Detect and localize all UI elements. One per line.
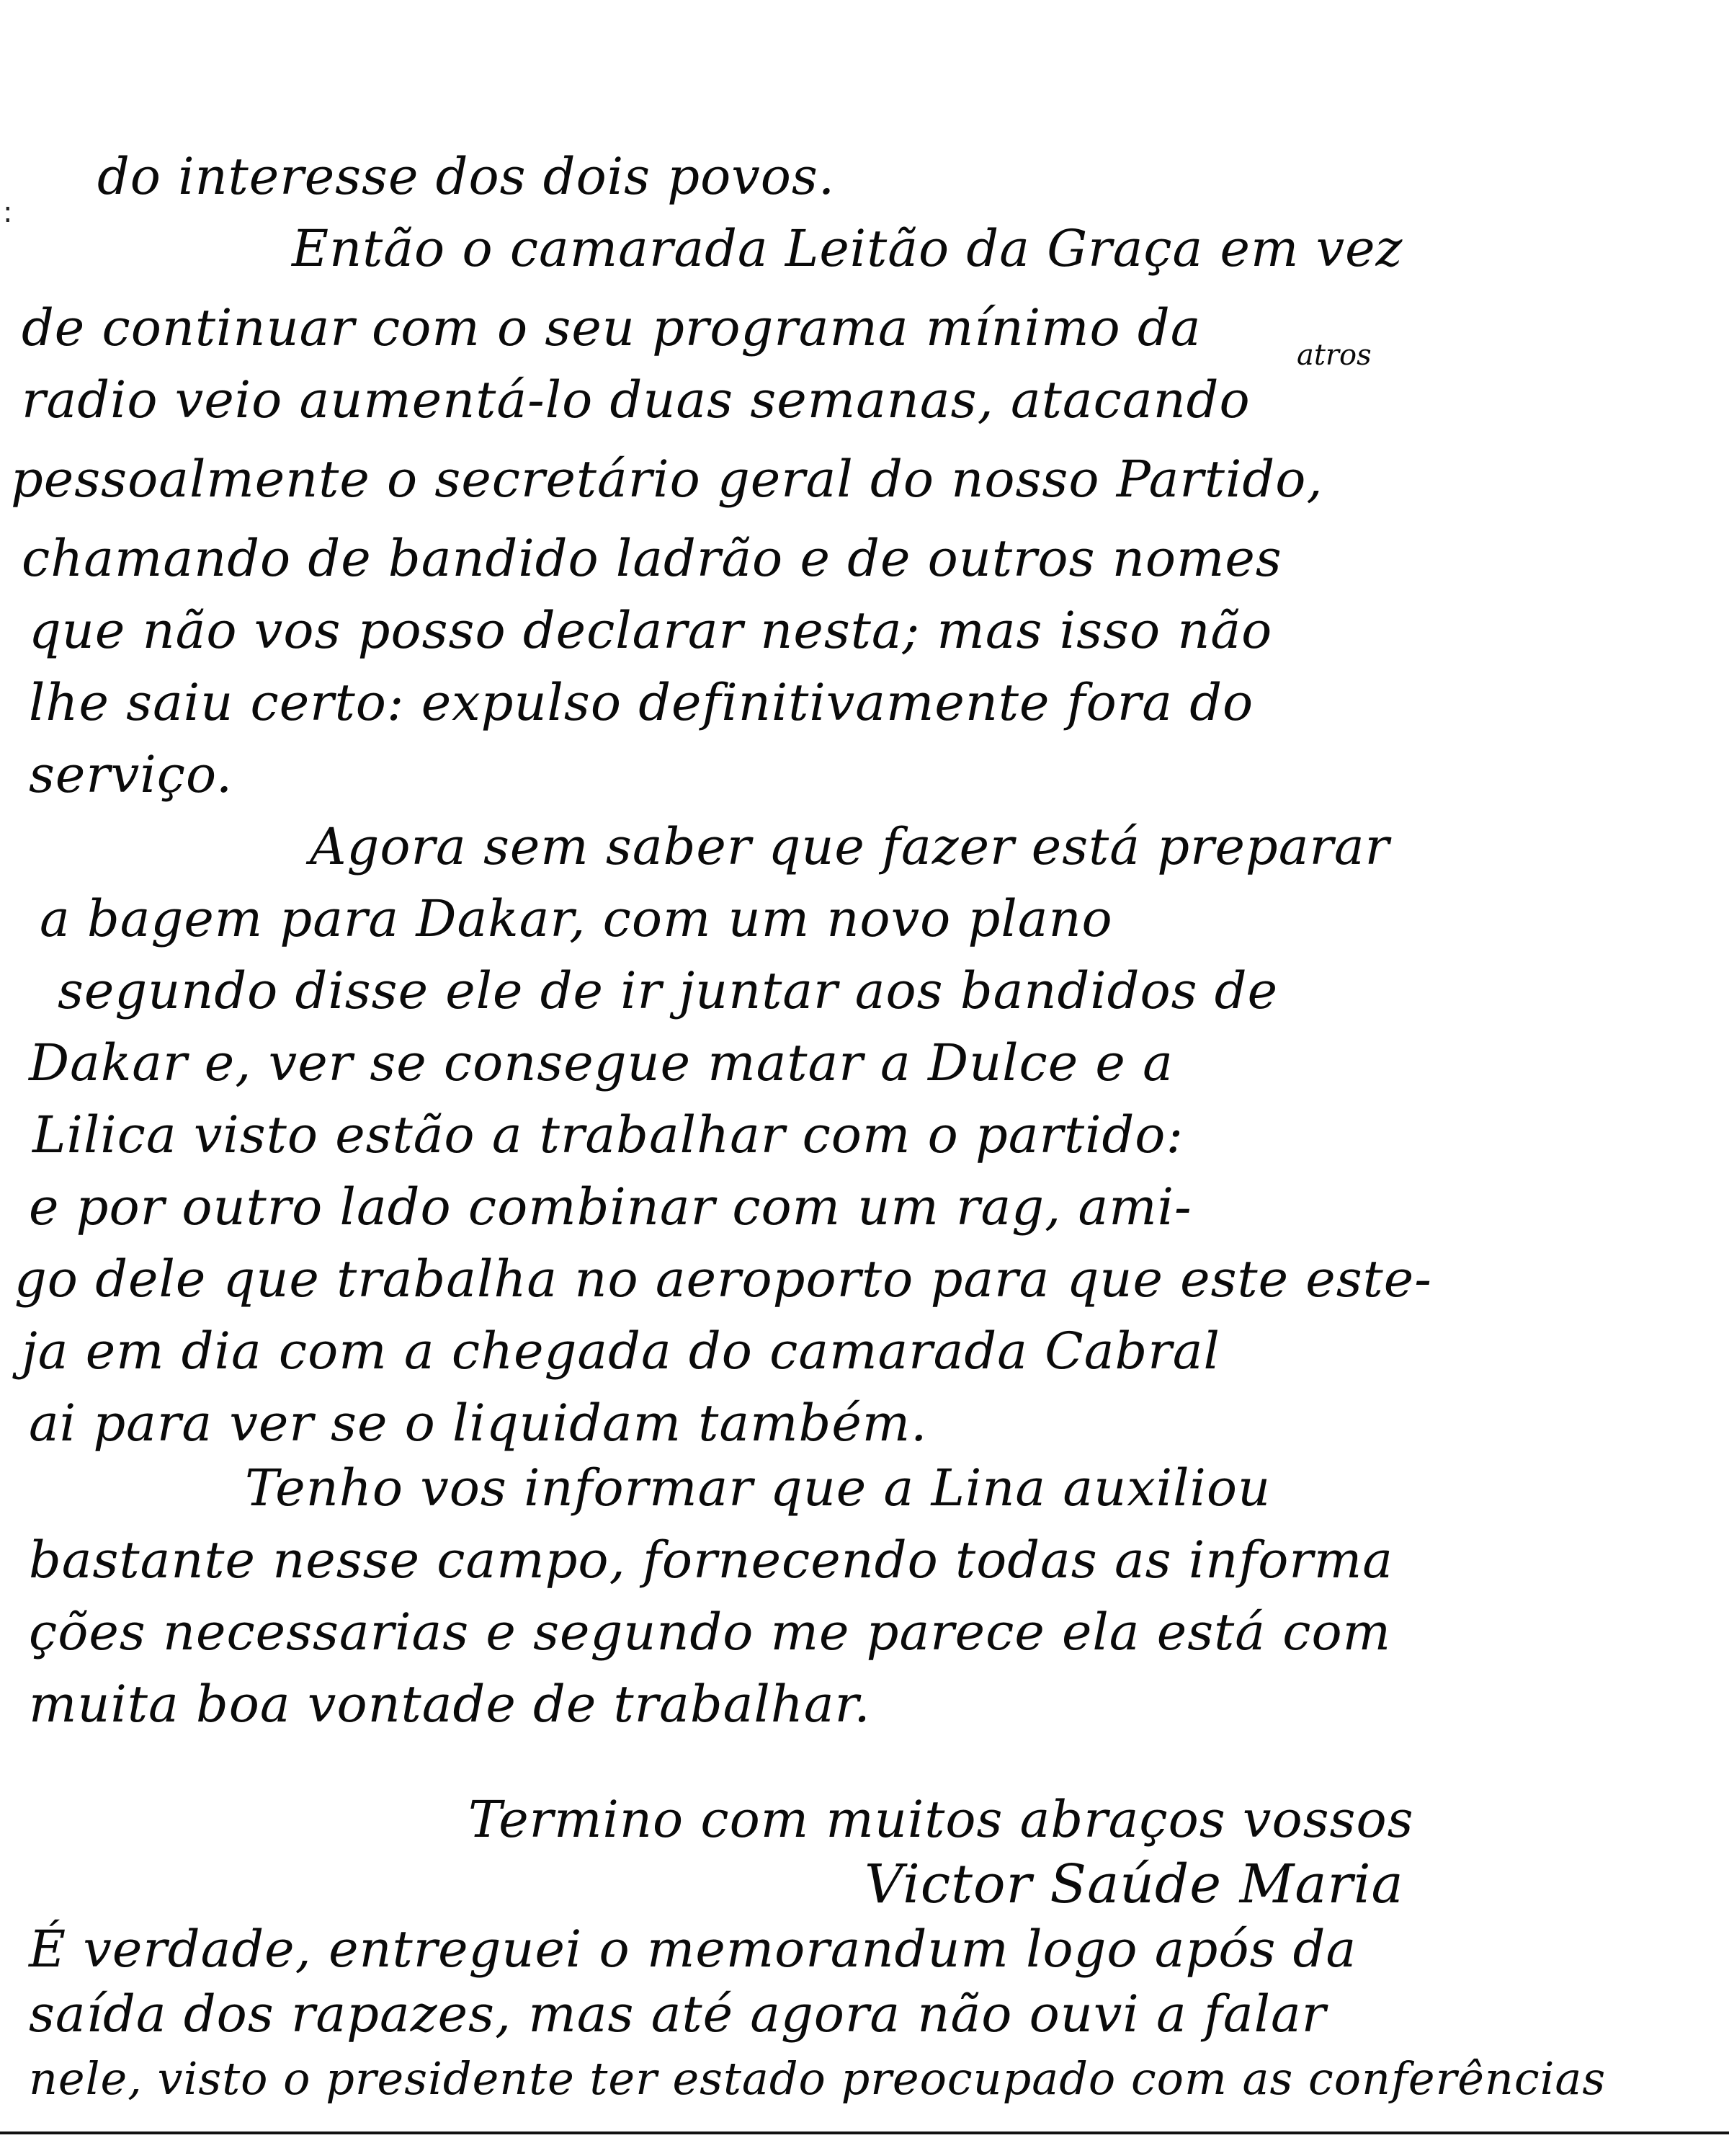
letter-line: chamando de bandido ladrão e de outros nomes xyxy=(22,529,1282,588)
signature: Victor Saúde Maria xyxy=(864,1853,1404,1915)
closing-line: Termino com muitos abraços vossos xyxy=(468,1790,1414,1849)
interlinear-insert: atros xyxy=(1297,339,1372,372)
letter-line: ções necessarias e segundo me parece ela está com xyxy=(29,1603,1391,1662)
postscript-line: saída dos rapazes, mas até agora não ouvi a falar xyxy=(29,1984,1327,2044)
letter-line: bastante nesse campo, fornecendo todas as informa xyxy=(29,1531,1393,1590)
margin-mark: : xyxy=(3,196,13,229)
page-bottom-edge xyxy=(0,2132,1729,2134)
letter-line: Agora sem saber que fazer está preparar xyxy=(310,817,1390,876)
letter-line: serviço. xyxy=(29,745,233,804)
letter-line: Dakar e, ver se consegue matar a Dulce e a xyxy=(29,1033,1174,1092)
postscript-line: nele, visto o presidente ter estado preocupado com as conferências xyxy=(29,2052,1607,2105)
letter-line: radio veio aumentá-lo duas semanas, atacando xyxy=(22,370,1251,429)
letter-line: e por outro lado combinar com um rag, ami- xyxy=(29,1177,1192,1237)
letter-line: Então o camarada Leitão da Graça em vez xyxy=(292,219,1403,278)
letter-line: muita boa vontade de trabalhar. xyxy=(29,1675,871,1734)
letter-line: lhe saiu certo: expulso definitivamente fora do xyxy=(29,673,1254,732)
letter-line: ai para ver se o liquidam também. xyxy=(29,1394,928,1453)
letter-line: do interesse dos dois povos. xyxy=(97,147,836,206)
letter-line: Tenho vos informar que a Lina auxiliou xyxy=(245,1458,1272,1518)
letter-line: segundo disse ele de ir juntar aos bandidos de xyxy=(58,961,1279,1020)
letter-line: ja em dia com a chegada do camarada Cabral xyxy=(22,1322,1220,1381)
letter-line: de continuar com o seu programa mínimo da xyxy=(22,298,1202,357)
letter-line: pessoalmente o secretário geral do nosso Partido, xyxy=(11,450,1323,509)
letter-line: que não vos posso declarar nesta; mas isso não xyxy=(29,601,1273,660)
postscript-line: É verdade, entreguei o memorandum logo após da xyxy=(29,1920,1357,1979)
letter-line: Lilica visto estão a trabalhar com o partido: xyxy=(32,1105,1184,1164)
letter-line: a bagem para Dakar, com um novo plano xyxy=(40,889,1113,948)
letter-line: go dele que trabalha no aeroporto para que este este- xyxy=(14,1250,1432,1309)
